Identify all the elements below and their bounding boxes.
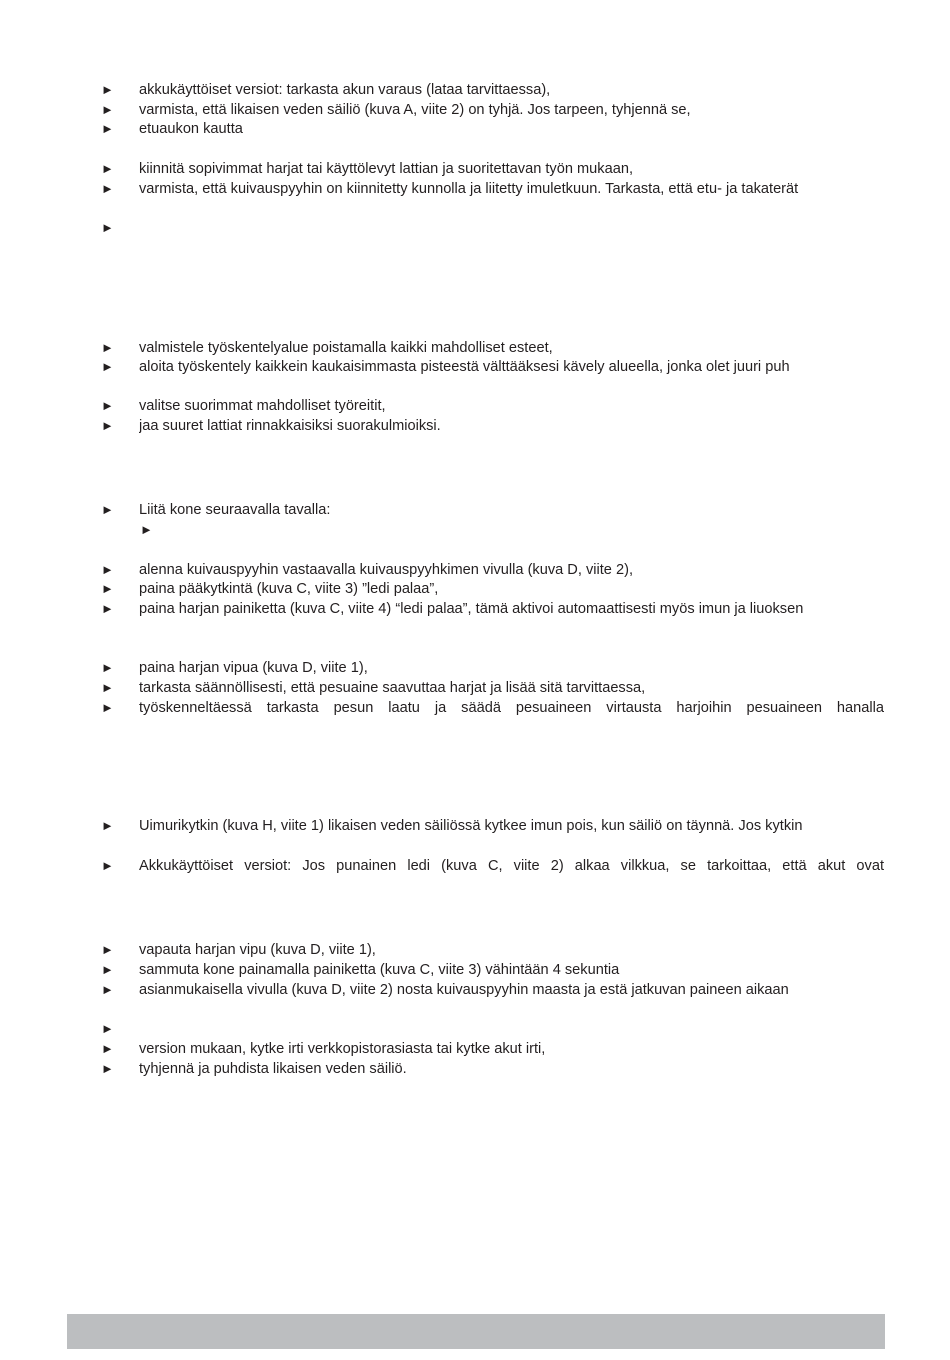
bullet-arrow-icon: ► [101,1041,114,1056]
bullet-arrow-icon: ► [101,700,114,715]
list-item-text: kiinnitä sopivimmat harjat tai käyttölevyt lattian ja suoritettavan työn mukaan, [139,161,633,177]
list-item [0,816,950,836]
bullet-arrow-icon: ► [101,82,114,97]
list-item [0,698,950,718]
list-item-text: tyhjennä ja puhdista likaisen veden säiliö. [139,1061,407,1077]
bullet-arrow-icon: ► [140,522,153,537]
list-item [0,678,950,698]
list-item [0,416,950,436]
bullet-arrow-icon: ► [101,220,114,235]
list-item-text: alenna kuivauspyyhin vastaavalla kuivauspyyhkimen vivulla (kuva D, viite 2), [139,562,633,578]
list-item-text: paina harjan painiketta (kuva C, viite 4) “ledi palaa”, tämä aktivoi automaattisesti myös imun ja liuoksen [139,601,804,617]
list-item-text: varmista, että kuivauspyyhin on kiinnitetty kunnolla ja liitetty imuletkuun. Tarkasta, että etu- ja takaterät [139,181,799,197]
bullet-arrow-icon: ► [101,858,114,873]
list-item [0,1059,950,1079]
list-item-text: Liitä kone seuraavalla tavalla: [139,502,331,518]
list-item [0,579,950,599]
bullet-arrow-icon: ► [101,660,114,675]
bullet-arrow-icon: ► [101,581,114,596]
list-item-text: jaa suuret lattiat rinnakkaisiksi suorakulmioiksi. [139,418,441,434]
list-item [0,100,950,120]
footer-bar [67,1314,885,1349]
list-item [0,520,950,540]
list-item [0,500,950,520]
list-item-text: akkukäyttöiset versiot: tarkasta akun varaus (lataa tarvittaessa), [139,82,551,98]
list-item [0,396,950,416]
list-item [0,1039,950,1059]
list-item-text: työskenneltäessä tarkasta pesun laatu ja säädä pesuaineen virtausta harjoihin pesuaineen hanalla [139,700,884,716]
list-item-text: asianmukaisella vivulla (kuva D, viite 2) nosta kuivauspyyhin maasta ja estä jatkuvan paineen aikaan [139,982,789,998]
list-item [0,960,950,980]
bullet-arrow-icon: ► [101,962,114,977]
list-item [0,599,950,619]
bullet-arrow-icon: ► [101,562,114,577]
list-item [0,1019,950,1039]
list-item [0,159,950,179]
bullet-arrow-icon: ► [101,942,114,957]
bullet-arrow-icon: ► [101,1021,114,1036]
bullet-arrow-icon: ► [101,121,114,136]
list-item-text: etuaukon kautta [139,121,243,137]
bullet-arrow-icon: ► [101,418,114,433]
bullet-arrow-icon: ► [101,601,114,616]
list-item [0,80,950,100]
bullet-arrow-icon: ► [101,359,114,374]
list-item [0,179,950,199]
list-item-text: varmista, että likaisen veden säiliö (kuva A, viite 2) on tyhjä. Jos tarpeen, tyhjennä se, [139,102,691,118]
list-item [0,658,950,678]
list-item-text: paina pääkytkintä (kuva C, viite 3) ”ledi palaa”, [139,581,439,597]
list-item [0,980,950,1000]
bullet-arrow-icon: ► [101,398,114,413]
list-item [0,940,950,960]
list-item-text: vapauta harjan vipu (kuva D, viite 1), [139,942,376,958]
list-item-text: aloita työskentely kaikkein kaukaisimmasta pisteestä välttääksesi kävely alueella, jonka olet juuri puh [139,359,790,375]
bullet-arrow-icon: ► [101,680,114,695]
list-item [0,338,950,358]
bullet-arrow-icon: ► [101,818,114,833]
list-item-text: paina harjan vipua (kuva D, viite 1), [139,660,368,676]
list-item-text: version mukaan, kytke irti verkkopistorasiasta tai kytke akut irti, [139,1041,546,1057]
list-item-text: valitse suorimmat mahdolliset työreitit, [139,398,386,414]
list-item-text: sammuta kone painamalla painiketta (kuva C, viite 3) vähintään 4 sekuntia [139,962,620,978]
list-item-text: Uimurikytkin (kuva H, viite 1) likaisen veden säiliössä kytkee imun pois, kun säiliö on täynnä. Jos kytkin [139,818,803,834]
list-item-text: valmistele työskentelyalue poistamalla kaikki mahdolliset esteet, [139,340,553,356]
bullet-arrow-icon: ► [101,340,114,355]
bullet-arrow-icon: ► [101,102,114,117]
bullet-arrow-icon: ► [101,161,114,176]
bullet-arrow-icon: ► [101,181,114,196]
bullet-arrow-icon: ► [101,982,114,997]
list-item [0,856,950,876]
list-item [0,119,950,139]
bullet-arrow-icon: ► [101,502,114,517]
bullet-arrow-icon: ► [101,1061,114,1076]
list-item-text: Akkukäyttöiset versiot: Jos punainen ledi (kuva C, viite 2) alkaa vilkkua, se tarkoittaa, että akut ovat [139,858,884,874]
list-item-text: tarkasta säännöllisesti, että pesuaine saavuttaa harjat ja lisää sitä tarvittaessa, [139,680,646,696]
list-item [0,560,950,580]
list-item [0,218,950,238]
list-item [0,357,950,377]
